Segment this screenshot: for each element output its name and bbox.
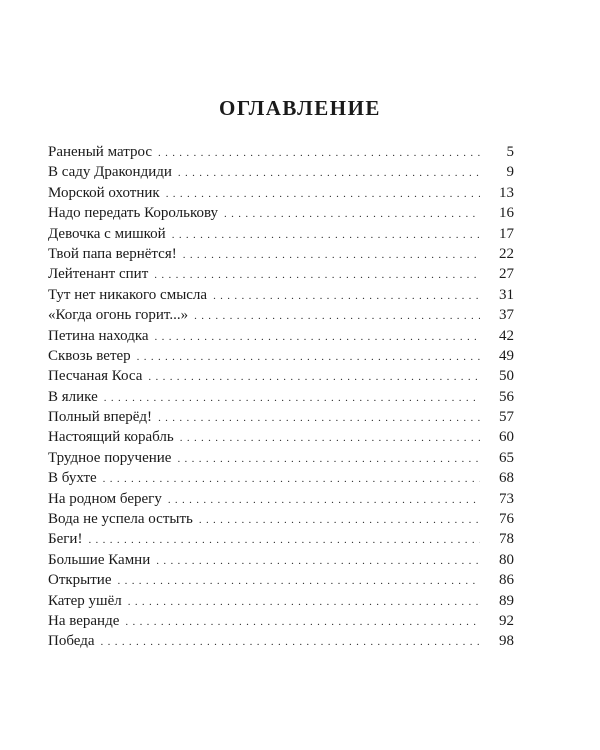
dot-leader — [118, 571, 481, 591]
toc-entry-page-number: 27 — [499, 266, 514, 283]
toc-entry-title: Вода не успела остыть — [48, 511, 193, 528]
toc-entry-page-number: 80 — [499, 551, 514, 568]
toc-entry-page-number: 98 — [499, 633, 514, 650]
dot-leader — [172, 225, 480, 245]
toc-entry-title: На веранде — [48, 612, 120, 629]
dot-leader — [148, 367, 480, 387]
dot-leader — [177, 449, 480, 469]
dot-leader — [88, 530, 480, 550]
toc-entry-title: Открытие — [48, 572, 112, 589]
toc-entry-title: Морской охотник — [48, 184, 160, 201]
toc-entry — [48, 244, 514, 264]
toc-entry — [48, 387, 514, 407]
toc-entry — [48, 285, 514, 305]
toc-entry-page-number: 73 — [499, 490, 514, 507]
toc-entry-page-number: 78 — [499, 531, 514, 548]
toc-entry-title: Лейтенант спит — [48, 266, 149, 283]
toc-entry — [48, 570, 514, 590]
toc-entry — [48, 346, 514, 366]
toc-entry-title: В саду Дракондиди — [48, 164, 172, 181]
toc-entry-page-number: 56 — [499, 388, 514, 405]
dot-leader — [180, 428, 480, 448]
dot-leader — [213, 286, 480, 306]
toc-entry — [48, 427, 514, 447]
toc-entry — [48, 224, 514, 244]
dot-leader — [137, 347, 480, 367]
toc-entry-title: Полный вперёд! — [48, 409, 153, 426]
toc-entry-page-number: 13 — [499, 184, 514, 201]
toc-entry-title: Раненый матрос — [48, 144, 152, 160]
toc-entry-page-number: 31 — [499, 286, 514, 303]
dot-leader — [194, 306, 480, 326]
toc-entry — [48, 631, 514, 651]
toc-entry — [48, 489, 514, 509]
toc-entry-title: Катер ушёл — [48, 592, 122, 609]
toc-entry-title: Беги! — [48, 531, 83, 548]
toc-entry — [48, 326, 514, 346]
toc-entry-page-number: 42 — [499, 327, 514, 344]
dot-leader — [158, 408, 480, 428]
toc-entry-title: На родном берегу — [48, 490, 162, 507]
dot-leader — [155, 327, 480, 347]
dot-leader — [158, 143, 480, 163]
toc-entry-title: Тут нет никакого смысла — [48, 286, 208, 303]
toc-entry-page-number: 65 — [499, 449, 514, 466]
toc-entry-page-number: 50 — [499, 368, 514, 385]
toc-entry-title: Песчаная Коса — [48, 368, 143, 385]
toc-entry-page-number: 68 — [499, 470, 514, 487]
dot-leader — [168, 490, 480, 510]
dot-leader — [178, 163, 480, 183]
dot-leader — [104, 388, 480, 408]
toc-entry-title: Настоящий корабль — [48, 429, 174, 446]
toc-entry — [48, 305, 514, 325]
toc-entry-title: Петина находка — [48, 327, 149, 344]
toc-entry-title: «Когда огонь горит...» — [48, 307, 189, 324]
toc-entry-page-number: 76 — [499, 511, 514, 528]
toc-entry-page-number: 60 — [499, 429, 514, 446]
toc-entry-title: В ялике — [48, 388, 98, 405]
toc-entry-title: Надо передать Королькову — [48, 205, 219, 222]
toc-entry — [48, 448, 514, 468]
dot-leader — [103, 469, 480, 489]
toc-entry — [48, 264, 514, 284]
toc-entry-page-number: 16 — [499, 205, 514, 222]
toc-entry-title: Девочка с мишкой — [48, 225, 166, 242]
dot-leader — [183, 245, 480, 265]
toc-entry-page-number: 57 — [499, 409, 514, 426]
toc-entry — [48, 142, 514, 162]
toc-entry-page-number: 5 — [506, 144, 514, 160]
dot-leader — [101, 632, 480, 652]
toc-entry-page-number: 49 — [499, 347, 514, 364]
toc-entry-title: Трудное поручение — [48, 449, 172, 466]
dot-leader — [154, 265, 480, 285]
toc-entry — [48, 591, 514, 611]
dot-leader — [199, 510, 480, 530]
dot-leader — [224, 204, 480, 224]
toc-entry — [48, 162, 514, 182]
table-of-contents — [48, 142, 514, 652]
toc-entry — [48, 611, 514, 631]
toc-entry — [48, 407, 514, 427]
toc-entry — [48, 468, 514, 488]
toc-entry-page-number: 89 — [499, 592, 514, 609]
toc-entry-page-number: 92 — [499, 612, 514, 629]
toc-entry-page-number: 37 — [499, 307, 514, 324]
toc-entry-page-number: 17 — [499, 225, 514, 242]
dot-leader — [125, 612, 480, 632]
dot-leader — [156, 551, 480, 571]
toc-entry — [48, 183, 514, 203]
dot-leader — [166, 184, 480, 204]
dot-leader — [128, 592, 480, 612]
toc-entry-title: Большие Камни — [48, 551, 151, 568]
toc-entry-title: Победа — [48, 633, 95, 650]
page-title: ОГЛАВЛЕНИЕ — [219, 96, 381, 120]
toc-entry — [48, 509, 514, 529]
toc-entry-title: В бухте — [48, 470, 97, 487]
toc-entry-page-number: 22 — [499, 245, 514, 262]
toc-entry — [48, 529, 514, 549]
toc-entry — [48, 366, 514, 386]
toc-entry-title: Твой папа вернётся! — [48, 245, 177, 262]
toc-entry-page-number: 86 — [499, 572, 514, 589]
toc-entry — [48, 550, 514, 570]
toc-entry — [48, 203, 514, 223]
toc-entry-title: Сквозь ветер — [48, 347, 131, 364]
toc-entry-page-number: 9 — [506, 164, 514, 181]
